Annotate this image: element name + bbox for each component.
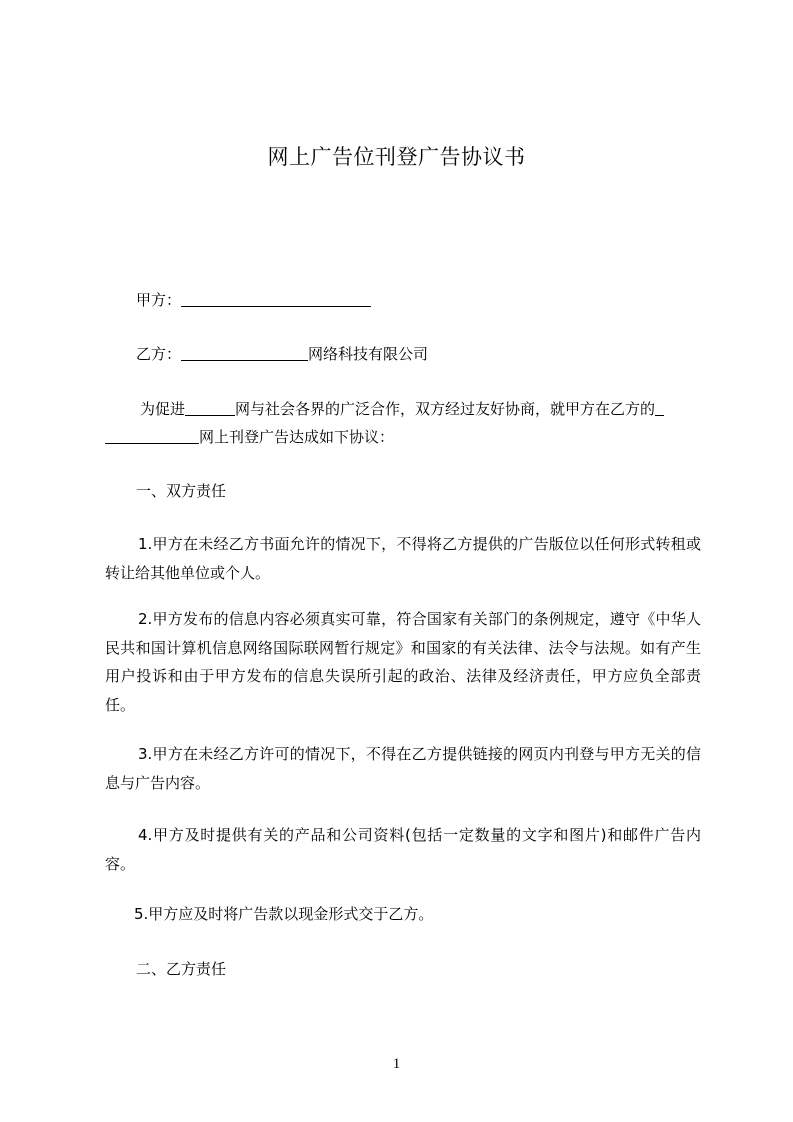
party-a-line xyxy=(136,286,736,314)
party-a-blank xyxy=(181,290,371,307)
party-b-blank xyxy=(181,344,308,361)
intro-blank-1 xyxy=(185,399,235,416)
clause-4: 4.甲方及时提供有关的产品和公司资料(包括一定数量的文字和图片)和邮件广告内容。 xyxy=(105,826,701,873)
party-b-line xyxy=(136,340,736,368)
intro-line-2 xyxy=(105,423,705,451)
clause-5: 5.甲方应及时将广告款以现金形式交于乙方。 xyxy=(134,905,434,923)
intro-text-1: 为促进 xyxy=(140,400,186,418)
section-2-heading: 二、乙方责任 xyxy=(136,960,227,978)
clause-1: 1.甲方在未经乙方书面允许的情况下，不得将乙方提供的广告版位以任何形式转租或转让给其他单位或个人。 xyxy=(105,535,701,582)
party-b-label: 乙方： xyxy=(136,345,182,363)
clause-3: 3.甲方在未经乙方许可的情况下，不得在乙方提供链接的网页内刊登与甲方无关的信息与广告内容。 xyxy=(105,745,701,792)
intro-blank-2b xyxy=(105,427,199,444)
intro-text-3: 网上刊登广告达成如下协议： xyxy=(199,428,395,446)
clause-2: 2.甲方发布的信息内容必须真实可靠，符合国家有关部门的条例规定，遵守《中华人民共和国计算机信息网络国际联网暂行规定》和国家的有关法律、法令与法规。如有产生用户投诉和由于甲方发布的信息失误所引起的政治、法律及经济责任，甲方应负全部责任。 xyxy=(105,610,701,714)
party-a-label: 甲方： xyxy=(136,291,182,309)
intro-blank-2a xyxy=(655,399,664,416)
section-1-heading: 一、双方责任 xyxy=(136,482,227,500)
intro-text-2: 网与社会各界的广泛合作，双方经过友好协商，就甲方在乙方的 xyxy=(235,400,656,418)
page-number: 1 xyxy=(392,1056,401,1072)
intro-line-1 xyxy=(140,395,740,423)
document-title: 网上广告位刊登广告协议书 xyxy=(267,145,526,169)
party-b-company-suffix: 网络科技有限公司 xyxy=(308,345,429,363)
